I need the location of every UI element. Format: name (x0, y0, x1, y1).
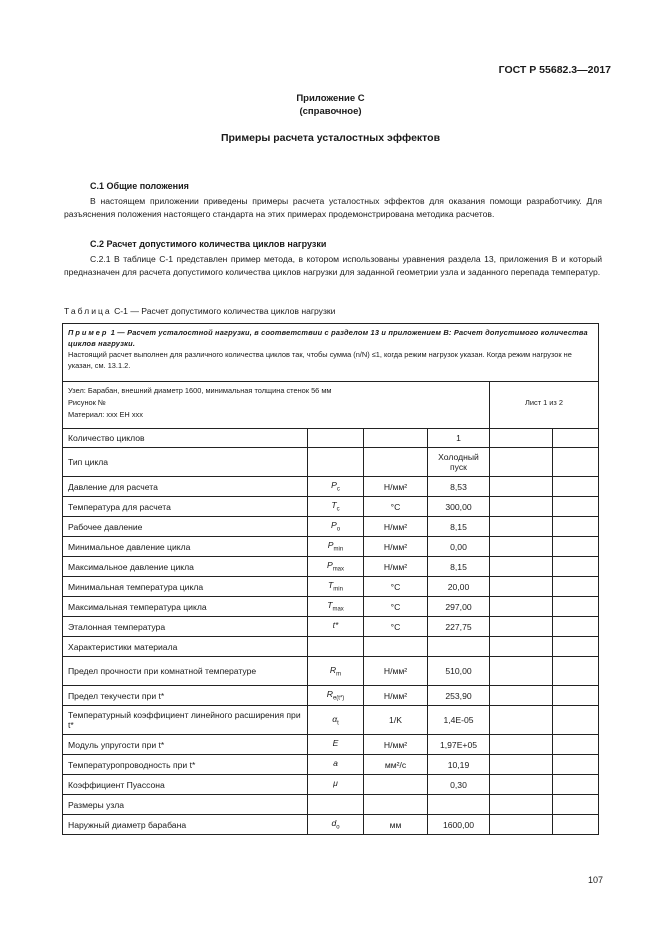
parameter-name-cell (63, 557, 308, 577)
empty-cell (490, 795, 553, 815)
parameter-name-cell (63, 755, 308, 775)
table-row (63, 597, 599, 617)
table-row (63, 775, 599, 795)
symbol-cell (308, 735, 364, 755)
unit-cell (364, 597, 428, 617)
empty-cell (490, 617, 553, 637)
unit: 1/K (389, 715, 402, 725)
symbol-cell (308, 597, 364, 617)
table-row (63, 735, 599, 755)
empty-cell (490, 657, 553, 686)
empty-cell (553, 686, 599, 706)
symbol-cell (308, 657, 364, 686)
node-info-line: Узел: Барабан, внешний диаметр 1600, минимальная толщина стенок 56 мм (68, 386, 332, 395)
value-cell (428, 755, 490, 775)
material-info-line: Материал: ххх ЕН ххх (68, 410, 143, 419)
symbol-cell (308, 686, 364, 706)
empty-cell (490, 755, 553, 775)
parameter-name: Модуль упругости при t* (68, 739, 165, 750)
parameter-name-cell (63, 686, 308, 706)
symbol-subscript: o (336, 526, 341, 533)
value-cell (428, 637, 490, 657)
empty-cell (490, 429, 553, 448)
parameter-name: Размеры узла (68, 799, 125, 810)
symbol: μ (333, 778, 338, 789)
parameter-name: Температурный коэффициент линейного расширения при t* (68, 710, 301, 730)
value-cell (428, 577, 490, 597)
empty-cell (553, 775, 599, 795)
empty-cell (553, 637, 599, 657)
value-cell (428, 448, 490, 477)
symbol-cell (308, 429, 364, 448)
parameter-name: Эталонная температура (68, 621, 166, 632)
symbol-cell (308, 617, 364, 637)
value-cell (428, 497, 490, 517)
unit-cell (364, 497, 428, 517)
table-row (63, 448, 599, 477)
value: 8,15 (450, 521, 467, 532)
value: 8,15 (450, 561, 467, 572)
unit-cell (364, 755, 428, 775)
symbol-cell (308, 577, 364, 597)
unit-cell (364, 686, 428, 706)
parameter-name-cell (63, 477, 308, 497)
symbol-cell (308, 637, 364, 657)
parameter-name-cell (63, 429, 308, 448)
unit-cell (364, 795, 428, 815)
table-caption (64, 306, 335, 316)
table-note-row (63, 324, 599, 382)
value-cell (428, 657, 490, 686)
empty-cell (553, 537, 599, 557)
symbol: a (333, 758, 338, 769)
unit-cell (364, 735, 428, 755)
unit-cell (364, 657, 428, 686)
parameter-name-cell (63, 637, 308, 657)
table-row (63, 686, 599, 706)
unit: Н/мм² (383, 561, 408, 572)
unit: Н/мм² (383, 690, 408, 701)
value: 8,53 (450, 481, 467, 492)
empty-cell (553, 477, 599, 497)
unit-cell (364, 557, 428, 577)
empty-cell (490, 637, 553, 657)
value: 253,90 (445, 690, 472, 701)
unit-cell (364, 775, 428, 795)
symbol: T (331, 500, 337, 511)
symbol-cell (308, 517, 364, 537)
empty-cell (490, 577, 553, 597)
table-row (63, 815, 599, 835)
empty-cell (490, 815, 553, 835)
parameter-name: Количество циклов (68, 433, 145, 443)
table-row (63, 517, 599, 537)
value: 0,00 (450, 541, 467, 552)
symbol-subscript: o (336, 824, 340, 831)
empty-cell (553, 755, 599, 775)
unit: °C (390, 581, 401, 592)
empty-cell (490, 517, 553, 537)
unit: Н/мм² (383, 739, 408, 750)
symbol: α (332, 713, 338, 724)
symbol: T (327, 600, 333, 611)
value: 0,30 (450, 779, 467, 790)
unit: Н/мм² (383, 541, 408, 552)
symbol: T (328, 580, 334, 591)
unit-cell (364, 815, 428, 835)
symbol-subscript: max (332, 566, 345, 573)
symbol-cell (308, 497, 364, 517)
symbol: P (326, 560, 333, 571)
parameter-name-cell (63, 795, 308, 815)
symbol-subscript: min (333, 586, 343, 593)
unit-cell (364, 577, 428, 597)
empty-cell (553, 557, 599, 577)
parameter-name-cell (63, 617, 308, 637)
symbol: P (331, 480, 337, 491)
table-row (63, 637, 599, 657)
page-number: 107 (587, 875, 603, 885)
parameter-name: Минимальная температура цикла (68, 581, 204, 592)
symbol-cell (308, 557, 364, 577)
table-row (63, 755, 599, 775)
parameter-name: Минимальное давление цикла (68, 541, 191, 552)
table-caption-text: С-1 — Расчет допустимого количества циклов нагрузки (111, 306, 336, 316)
unit: °C (390, 621, 401, 632)
value-cell (428, 795, 490, 815)
calculation-table (62, 323, 599, 835)
empty-cell (490, 597, 553, 617)
table-row (63, 577, 599, 597)
value-cell (428, 517, 490, 537)
empty-cell (553, 497, 599, 517)
table-caption-prefix: Таблица (64, 306, 112, 316)
table-row (63, 657, 599, 686)
empty-cell (553, 617, 599, 637)
empty-cell (553, 448, 599, 477)
parameter-name: Тип цикла (68, 457, 109, 467)
symbol-subscript: c (336, 486, 340, 493)
document-code: ГОСТ Р 55682.3—2017 (498, 64, 611, 76)
table-row (63, 429, 599, 448)
symbol-cell (308, 775, 364, 795)
empty-cell (490, 537, 553, 557)
parameter-name-cell (63, 448, 308, 477)
value: 1 (456, 433, 461, 443)
value: 20,00 (447, 581, 470, 592)
example-note: Настоящий расчет выполнен для различного количества циклов так, чтобы сумма (n/N) ≤1, когда режим нагрузок указан. Когда режим нагрузок не указан, см. 13.1.2. (68, 350, 572, 370)
parameter-name-cell (63, 706, 308, 735)
parameter-name-cell (63, 537, 308, 557)
unit: °C (390, 601, 401, 612)
symbol: d (331, 818, 337, 829)
parameter-name-cell (63, 775, 308, 795)
page-title: Примеры расчета усталостных эффектов (220, 132, 441, 144)
unit: Н/мм² (383, 666, 408, 676)
value-cell (428, 815, 490, 835)
parameter-name: Рабочее давление (68, 521, 143, 532)
symbol: P (330, 520, 337, 531)
empty-cell (553, 815, 599, 835)
unit: мм (389, 819, 402, 830)
empty-cell (553, 429, 599, 448)
parameter-name-cell (63, 657, 308, 686)
value-cell (428, 617, 490, 637)
annex-title: Приложение С (296, 93, 365, 104)
symbol-cell (308, 795, 364, 815)
value: Холодный пуск (438, 452, 479, 472)
table-row (63, 537, 599, 557)
value: 300,00 (445, 501, 472, 512)
value-cell (428, 537, 490, 557)
node-info-cell (63, 382, 490, 429)
empty-cell (490, 735, 553, 755)
empty-cell (553, 517, 599, 537)
unit-cell (364, 637, 428, 657)
parameter-name-cell (63, 497, 308, 517)
empty-cell (490, 706, 553, 735)
parameter-name: Температура для расчета (68, 501, 171, 512)
table-row (63, 557, 599, 577)
symbol-cell (308, 755, 364, 775)
symbol-cell (308, 477, 364, 497)
sheet-number-cell: Лист 1 из 2 (490, 382, 599, 429)
empty-cell (490, 557, 553, 577)
symbol-cell (308, 537, 364, 557)
table-row (63, 795, 599, 815)
section-heading-general: С.1 Общие положения (90, 181, 189, 191)
parameter-name: Максимальная температура цикла (68, 601, 207, 612)
value-cell (428, 706, 490, 735)
unit-cell (364, 448, 428, 477)
parameter-name-cell (63, 735, 308, 755)
symbol-cell (308, 706, 364, 735)
unit-cell (364, 477, 428, 497)
parameter-name-cell (63, 597, 308, 617)
value-cell (428, 735, 490, 755)
symbol-subscript: m (336, 671, 342, 678)
table-note-cell (63, 324, 599, 382)
symbol: t* (332, 620, 339, 631)
value-cell (428, 429, 490, 448)
parameter-name: Характеристики материала (68, 641, 178, 652)
table-row (63, 617, 599, 637)
empty-cell (490, 477, 553, 497)
empty-cell (490, 448, 553, 477)
value: 510,00 (445, 666, 472, 676)
annex-subtitle: (справочное) (299, 106, 362, 117)
unit-cell (364, 617, 428, 637)
parameter-name: Коэффициент Пуассона (68, 779, 165, 790)
empty-cell (553, 795, 599, 815)
empty-cell (553, 597, 599, 617)
section-paragraph-general: В настоящем приложении приведены примеры расчета усталостных эффектов для оказания помощи разработчику. Для разъяснения положения настоящего стандарта на этих примерах продемонстрирована методика расчетов. (64, 196, 602, 219)
example-title: Пример 1 — Расчет усталостной нагрузки, в соответствии с разделом 13 и приложением В: Расчет допустимого количества циклов нагрузки. (68, 328, 588, 348)
parameter-name: Максимальное давление цикла (68, 561, 194, 572)
empty-cell (490, 686, 553, 706)
value-cell (428, 686, 490, 706)
value-cell (428, 557, 490, 577)
parameter-name: Давление для расчета (68, 481, 158, 492)
unit: Н/мм² (383, 521, 408, 532)
figure-info-line: Рисунок № (68, 398, 106, 407)
value-cell (428, 775, 490, 795)
empty-cell (553, 735, 599, 755)
symbol: P (327, 540, 334, 551)
symbol-subscript: c (336, 506, 340, 513)
table-info-row (63, 382, 599, 429)
unit-cell (364, 706, 428, 735)
unit: мм²/с (384, 759, 407, 770)
empty-cell (490, 775, 553, 795)
empty-cell (553, 657, 599, 686)
parameter-name-cell (63, 577, 308, 597)
value: 10,19 (447, 759, 470, 770)
empty-cell (553, 577, 599, 597)
symbol-subscript: e(t*) (332, 695, 345, 702)
empty-cell (490, 497, 553, 517)
unit-cell (364, 429, 428, 448)
symbol: E (332, 738, 339, 749)
unit: °C (390, 501, 401, 512)
parameter-name-cell (63, 815, 308, 835)
parameter-name: Предел прочности при комнатной температуре (68, 666, 257, 676)
table-row (63, 477, 599, 497)
value: 297,00 (445, 601, 472, 612)
empty-cell (553, 706, 599, 735)
table-row (63, 497, 599, 517)
unit-cell (364, 517, 428, 537)
section-paragraph-calc: С.2.1 В таблице С-1 представлен пример метода, в котором использованы уравнения раздела 13, приложения В и который предназначен для расчета допустимого количества циклов нагрузки для заданной геометрии узла и заданного перепада температур. (64, 254, 602, 277)
parameter-name: Наружный диаметр барабана (68, 819, 187, 830)
value: 1600,00 (442, 819, 475, 830)
symbol: R (329, 664, 337, 675)
symbol: R (326, 689, 333, 700)
value: 1,97E+05 (439, 739, 478, 750)
table-row (63, 706, 599, 735)
unit: Н/мм² (383, 481, 408, 492)
symbol-cell (308, 815, 364, 835)
value-cell (428, 477, 490, 497)
parameter-name: Температуропроводность при t* (68, 759, 196, 770)
parameter-name-cell (63, 517, 308, 537)
symbol-subscript: t (337, 720, 339, 727)
section-heading-calc: С.2 Расчет допустимого количества циклов нагрузки (90, 239, 327, 249)
value: 227,75 (445, 621, 472, 632)
symbol-subscript: min (333, 546, 344, 553)
value: 1,4E-05 (443, 715, 474, 725)
value-cell (428, 597, 490, 617)
parameter-name: Предел текучести при t* (68, 690, 165, 701)
symbol-subscript: max (332, 606, 344, 613)
symbol-cell (308, 448, 364, 477)
unit-cell (364, 537, 428, 557)
